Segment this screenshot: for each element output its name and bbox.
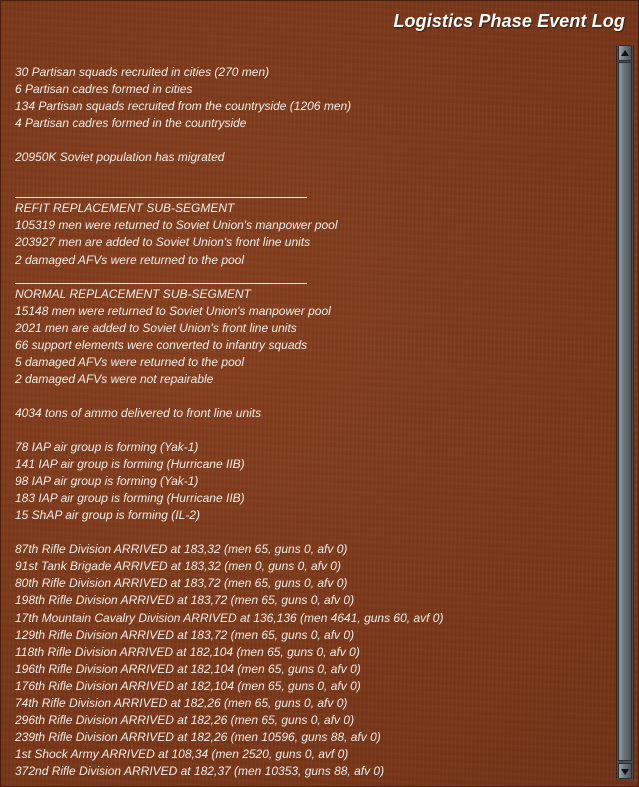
log-line: 372nd Rifle Division ARRIVED at 182,37 (men 10353, guns 88, afv 0) (15, 763, 385, 778)
log-line: 105319 men were returned to Soviet Union's manpower pool (15, 218, 338, 233)
log-blank-line (15, 132, 605, 149)
log-blank-line (15, 422, 605, 439)
log-blank-line (15, 524, 605, 541)
log-line: 134 Partisan squads recruited from the countryside (1206 men) (15, 99, 352, 114)
log-line: 203927 men are added to Soviet Union's front line units (15, 235, 311, 250)
log-line: 129th Rifle Division ARRIVED at 183,72 (men 65, guns 0, afv 0) (15, 627, 355, 642)
log-line: 196th Rifle Division ARRIVED at 182,104 (men 65, guns 0, afv 0) (15, 661, 361, 676)
scrollbar-thumb[interactable] (618, 62, 632, 761)
arrow-down-icon (621, 769, 629, 775)
vertical-scrollbar[interactable] (616, 45, 634, 779)
scroll-up-button[interactable] (618, 45, 632, 61)
arrow-up-icon (621, 50, 629, 56)
log-line: NORMAL REPLACEMENT SUB-SEGMENT (15, 286, 251, 301)
log-line: 15 ShAP air group is forming (IL-2) (15, 508, 200, 523)
scroll-down-button[interactable] (618, 763, 632, 779)
log-blank-line (15, 269, 605, 286)
log-line: 2 damaged AFVs were returned to the pool (15, 252, 245, 267)
log-line: 15148 men were returned to Soviet Union's manpower pool (15, 303, 331, 318)
log-line: REFIT REPLACEMENT SUB-SEGMENT (15, 201, 235, 216)
log-line: 91st Tank Brigade ARRIVED at 183,32 (men 0, guns 0, afv 0) (15, 559, 341, 574)
log-blank-line (15, 388, 605, 405)
log-line: 1st Shock Army ARRIVED at 108,34 (men 2520, guns 0, avf 0) (15, 746, 349, 761)
log-line: 2 damaged AFVs were not repairable (15, 371, 214, 386)
log-blank-line (15, 166, 605, 183)
log-line: 6 Partisan cadres formed in cities (15, 82, 193, 97)
log-line: 74th Rifle Division ARRIVED at 182,26 (men 65, guns 0, afv 0) (15, 695, 348, 710)
log-line: 78 IAP air group is forming (Yak-1) (15, 440, 199, 455)
log-line: 4034 tons of ammo delivered to front line units (15, 405, 262, 420)
log-line: 183 IAP air group is forming (Hurricane IIB) (15, 491, 245, 506)
log-line: 239th Rifle Division ARRIVED at 182,26 (men 10596, guns 88, afv 0) (15, 729, 381, 744)
log-line: 2021 men are added to Soviet Union's front line units (15, 320, 297, 335)
log-line: 66 support elements were converted to infantry squads (15, 337, 308, 352)
log-line: 4 Partisan cadres formed in the countryside (15, 116, 247, 131)
log-line: 141 IAP air group is forming (Hurricane IIB) (15, 457, 245, 472)
log-line: 87th Rifle Division ARRIVED at 183,32 (men 65, guns 0, afv 0) (15, 542, 348, 557)
log-blank-line (15, 183, 605, 200)
log-line: 296th Rifle Division ARRIVED at 182,26 (men 65, guns 0, afv 0) (15, 712, 355, 727)
log-line: 20950K Soviet population has migrated (15, 150, 225, 165)
log-line: 80th Rifle Division ARRIVED at 183,72 (men 65, guns 0, afv 0) (15, 576, 348, 591)
event-log-text-area[interactable] (15, 64, 605, 784)
log-line: 176th Rifle Division ARRIVED at 182,104 (men 65, guns 0, afv 0) (15, 678, 361, 693)
window-title: Logistics Phase Event Log (393, 11, 625, 31)
log-line: 118th Rifle Division ARRIVED at 182,104 (men 65, guns 0, afv 0) (15, 644, 360, 659)
log-line: 5 damaged AFVs were returned to the pool (15, 354, 245, 369)
log-line: 198th Rifle Division ARRIVED at 183,72 (men 65, guns 0, afv 0) (15, 593, 355, 608)
log-line: 30 Partisan squads recruited in cities (270 men) (15, 65, 270, 79)
log-line: 17th Mountain Cavalry Division ARRIVED at 136,136 (men 4641, guns 60, avf 0) (15, 610, 444, 625)
log-line: 98 IAP air group is forming (Yak-1) (15, 474, 199, 489)
